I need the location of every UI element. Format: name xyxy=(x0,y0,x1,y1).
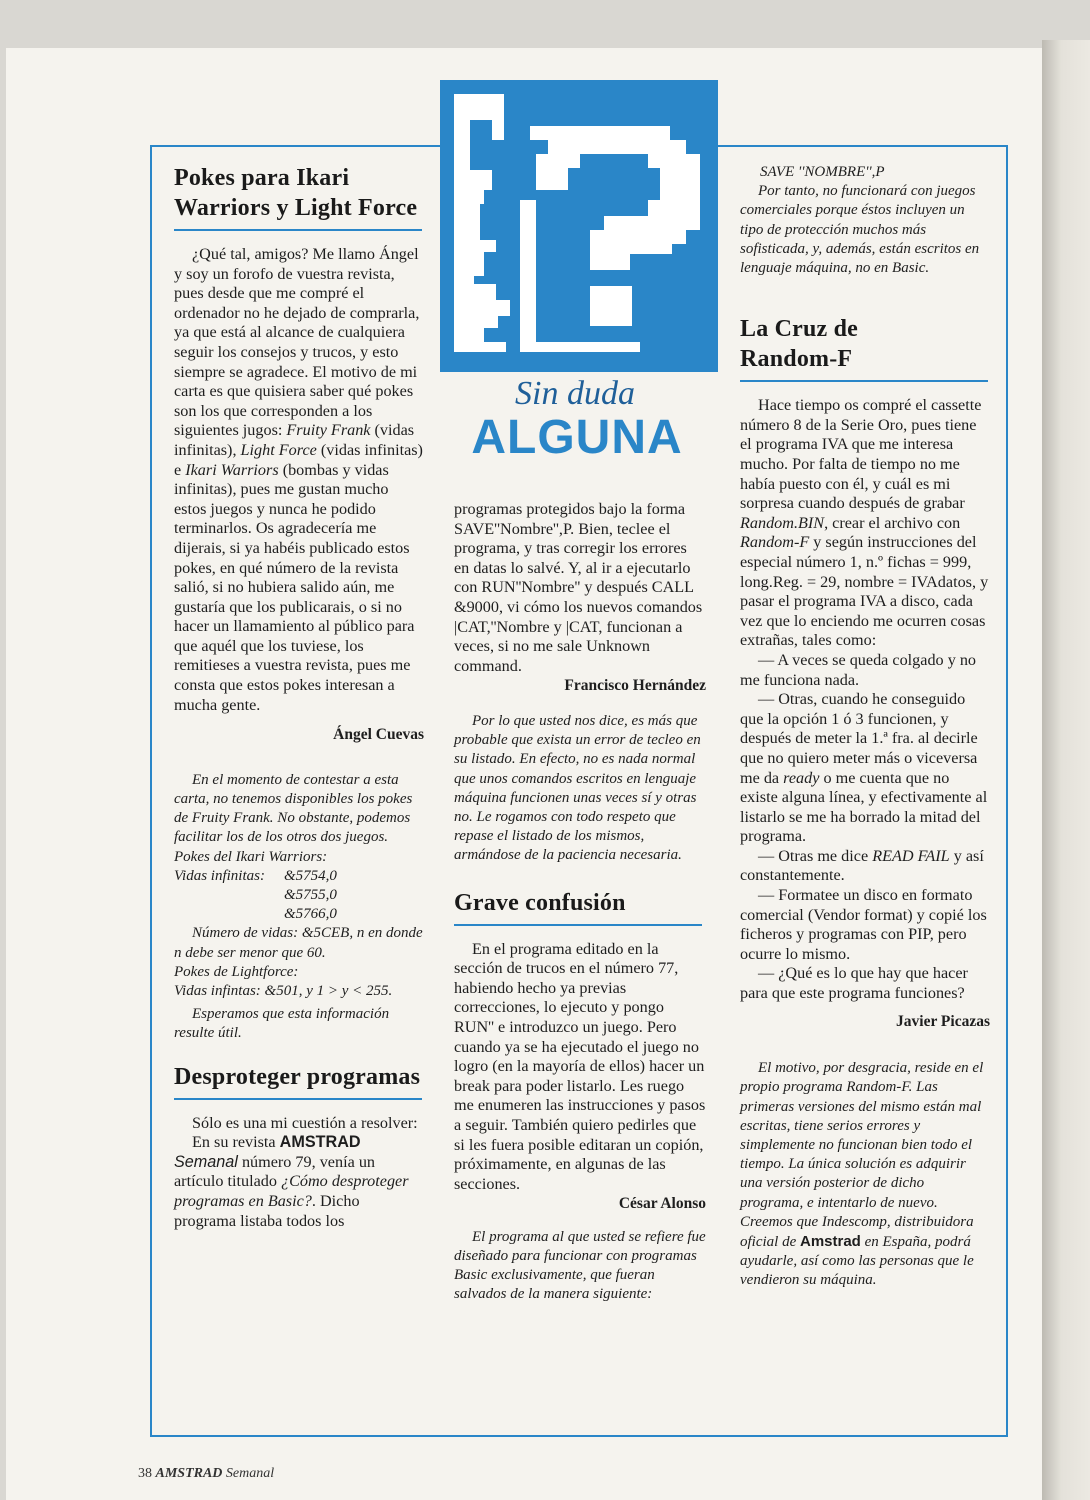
logo-slogan: Sin duda xyxy=(515,375,635,412)
body-random-2: — A veces se queda colgado y no me funciona nada. xyxy=(740,650,977,689)
lightforce-vidas: Vidas infintas: &501, y 1 > y < 255. xyxy=(174,983,393,1000)
reply-random: El motivo, por desgracia, reside en el propio programa Random-F. Las primeras versiones del mismo están mal escritas, tiene serios errores y simplemente no funcionan bien todo el tiempo. La única solución es adquirir una versión posterior de dicho programa, e intentarlo de nuevo. Creemos que Indescomp, distribuidora oficial de Amstrad en España, podrá ayudarle, así como las personas que le vendieron su máquina. xyxy=(740,1060,984,1289)
body-grave: En el programa editado en la sección de trucos en el número 77, habiendo hecho ya previas correcciones, lo ejecuto y pongo RUN'' e introduzco un juego. Pero cuando ya se ha ejecutado el juego no logro (en la mayoría de ellos) hacer un break para poder listarlo. Les ruego me enumeren las instrucciones y pasos a seguir. También quiero pedirles que si les fuera posible editaran un copión, próximamente, en algunas de las secciones. xyxy=(454,939,706,1193)
reply-grave: El programa al que usted se refiere fue diseñado para funcionar con programas Basic exclusivamente, que fueran salvados de la manera siguiente: xyxy=(454,1228,706,1303)
poke-value: &5766,0 xyxy=(284,906,337,923)
article-title-grave: Grave confusión xyxy=(454,889,626,916)
code-save: SAVE ''NOMBRE'',P xyxy=(760,164,885,180)
numero-vidas: Número de vidas: &5CEB, n en donde n debe ser menor que 60. xyxy=(174,925,423,961)
ikari-label: Pokes del Ikari Warriors: xyxy=(174,848,328,865)
body-random-4: — Otras me dice READ FAIL y así constantemente. xyxy=(740,846,984,885)
question-mark-icon xyxy=(440,80,718,372)
section-logo xyxy=(440,80,718,372)
logo-title: ALGUNA xyxy=(471,411,683,464)
body-hernandez: programas protegidos bajo la forma SAVE''Nombre'',P. Bien, teclee el programa, y tras corregir los errores en datas lo salvé. Y, al ir a ejecutarlo con RUN''Nombre'' y después CALL &9000, vi cómo los nuevos comandos |CAT,''Nombre y |CAT, funcionan a veces, si no me sale Unknown command. xyxy=(454,500,703,675)
column-3 xyxy=(740,163,990,1291)
signature-javier: Javier Picazas xyxy=(896,1012,990,1030)
title-rule xyxy=(174,229,422,231)
page-footer xyxy=(138,1466,274,1482)
footer-issue: Semanal xyxy=(225,1466,275,1481)
vidas-label: Vidas infinitas: xyxy=(174,867,265,884)
body-desproteger-a: Sólo es una mi cuestión a resolver: xyxy=(192,1113,418,1132)
footer-magazine: AMSTRAD xyxy=(155,1466,223,1481)
signature-cesar: César Alonso xyxy=(618,1195,706,1213)
body-random-1: Hace tiempo os compré el cassette número 8 de la Serie Oro, pues tiene el programa IVA que me interesa mucho. Por falta de tiempo no me había puesto con él, y cuál es mi sorpresa cuando después de grabar Random.BIN, crear el archivo con Random-F y según instrucciones del especial número 1, n.º fichas = 999, long.Reg. = 29, nombre = IVAdatos, y pasar el programa IVA a disco, cada vez que lo enciendo me ocurren cosas extrañas, tales como: xyxy=(740,396,989,650)
title-rule xyxy=(740,380,988,382)
signature-francisco: Francisco Hernández xyxy=(564,677,706,695)
page-edge-shadow xyxy=(1042,40,1090,1500)
title-rule xyxy=(454,924,702,926)
title-rule xyxy=(174,1098,422,1100)
pokes-list xyxy=(174,848,424,1044)
body-random-5: — Formatee un disco en formato comercial (Vendor format) y copié los ficheros y programas con PIP, pero ocurre lo mismo. xyxy=(740,886,987,963)
reply-pokes-end: Esperamos que esta información resulte útil. xyxy=(174,1006,390,1042)
reply-save-cont: Por tanto, no funcionará con juegos comerciales porque éstos incluyen un tipo de protección muchos más sofisticada, y, además, están escritos en lenguaje máquina, no en Basic. xyxy=(740,183,980,277)
body-random-3: — Otras, cuando he conseguido que la opción 1 ó 3 funcionen, y después de meter la 1.ª fra. al decirle que no quiero meter más o viceversa me da ready o me cuenta que no existe alguna línea, y efectivamente al listarlo se me ha borrado la mitad del programa. xyxy=(740,690,988,846)
reply-pokes-intro: En el momento de contestar a esta carta, no tenemos disponibles los pokes de Fruity Frank. No obstante, podemos facilitar los de los otros dos juegos. xyxy=(174,771,413,846)
column-1 xyxy=(174,163,424,1231)
column-2 xyxy=(454,500,706,1305)
reply-hernandez: Por lo que usted nos dice, es más que probable que exista un error de tecleo en su listado. En efecto, no es nada normal que unos comandos escritos en lenguaje máquina funcionen unas veces sí y otras no. Le rogamos con todo respeto que repase el listado de los mismos, armándose de la paciencia necesaria. xyxy=(454,712,701,864)
page-number: 38 xyxy=(138,1466,152,1481)
lightforce-label: Pokes de Lightforce: xyxy=(174,963,299,980)
poke-value: &5754,0 xyxy=(284,867,337,884)
letter-pokes: ¿Qué tal, amigos? Me llamo Ángel y soy un forofo de vuestra revista, pues desde que me compré el ordenador no he dejado de comprarla, ya que está al alcance de cualquiera seguir los consejos y trucos, y esto siempre se agradece. El motivo de mi carta es que quisiera saber qué pokes son los que corresponden a los siguientes jugos: Fruity Frank (vidas infinitas), Light Force (vidas infinitas) e Ikari Warriors (bombas y vidas infinitas), pues me gustan mucho estos juegos y nunca he podido terminarlos. Os agradecería me dijerais, si ya habéis publicado estos pokes, en qué número de la revista salió, si no hubiera salido aún, me gustaría que los publicarais, o si no hacer un llamamiento al público para que aquél que los tuviese, los remitieses a vuestra revista, pues me consta que estos pokes interesan a mucha gente. xyxy=(174,245,423,714)
body-desproteger-b: En su revista AMSTRAD Semanal número 79, venía un artículo titulado ¿Cómo desproteger programas en Basic?. Dicho programa listaba todos los xyxy=(174,1133,409,1230)
article-title-desproteger: Desproteger programas xyxy=(174,1063,421,1090)
article-title-random: La Cruz de Random-F xyxy=(740,316,858,373)
poke-value: &5755,0 xyxy=(284,887,337,904)
body-random-6: — ¿Qué es lo que hay que hacer para que este programa funciones? xyxy=(740,964,968,1003)
signature-angel: Ángel Cuevas xyxy=(333,726,424,744)
article-title-pokes: Pokes para Ikari Warriors y Light Force xyxy=(174,165,418,221)
